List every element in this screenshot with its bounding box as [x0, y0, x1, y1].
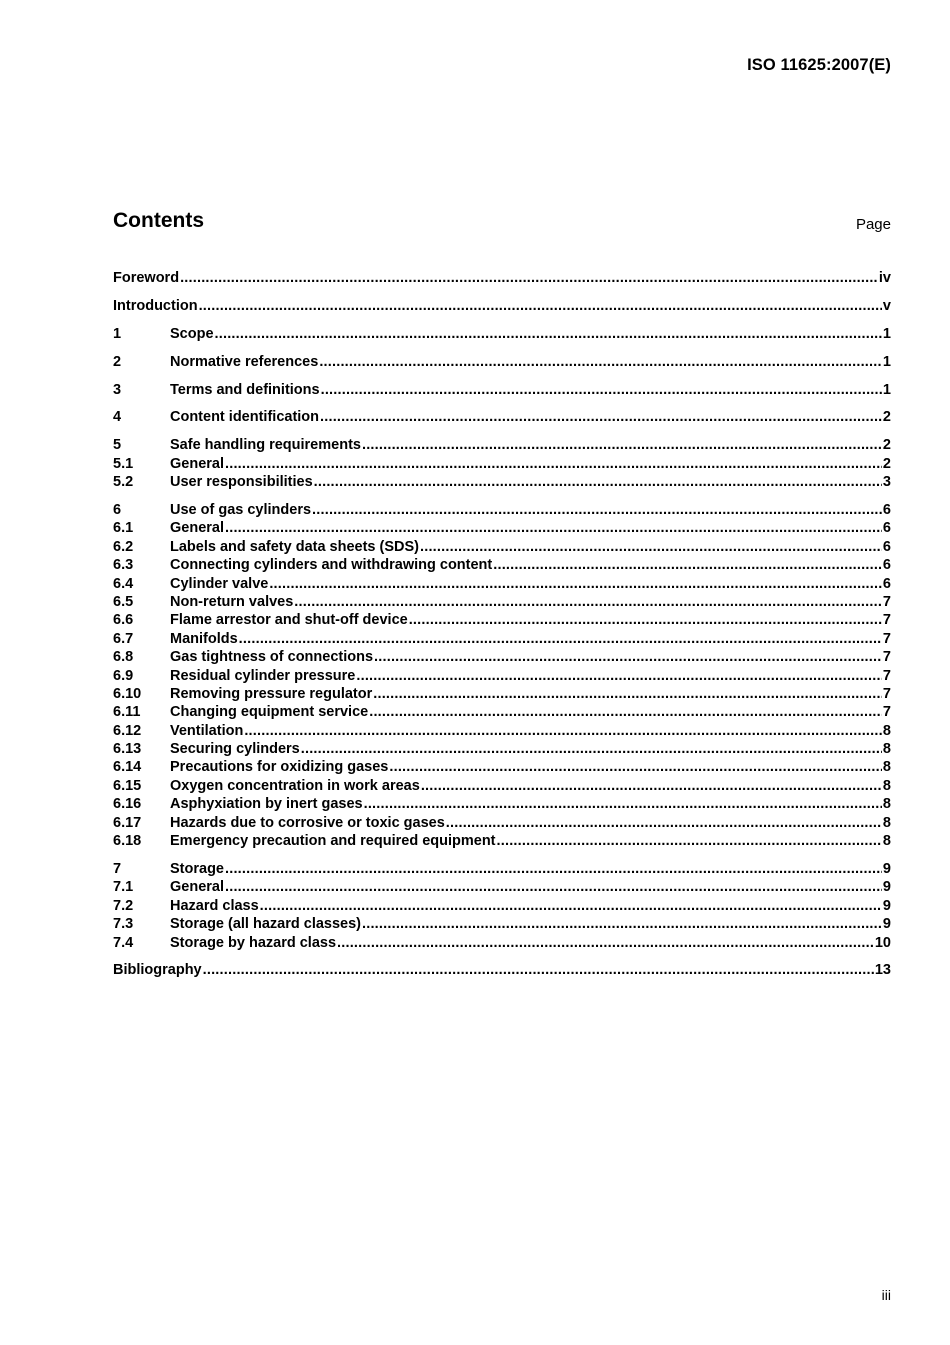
toc-leader-dots [356, 667, 882, 685]
toc-leader-dots [362, 915, 882, 933]
toc-entry-number: 6.10 [113, 685, 142, 702]
toc-entry[interactable] [113, 897, 891, 915]
toc-entry-title: Securing cylinders [170, 741, 300, 758]
toc-entry[interactable] [113, 630, 891, 648]
toc-entry-number: 6.17 [113, 814, 142, 831]
toc-leader-dots [225, 878, 882, 896]
toc-entry[interactable] [113, 758, 891, 776]
toc-entry-title: General [170, 520, 224, 537]
toc-entry[interactable] [113, 556, 891, 574]
toc-entry-page: 9 [882, 879, 891, 896]
toc-entry-number: 3 [113, 381, 122, 398]
toc-entry-page: 2 [882, 455, 891, 472]
toc-entry[interactable] [113, 297, 891, 315]
toc-leader-dots [409, 611, 882, 629]
toc-leader-dots [225, 519, 882, 537]
toc-entry-title: Residual cylinder pressure [170, 667, 356, 684]
toc-entry-title: Storage [170, 860, 224, 877]
toc-entry-number: 7.3 [113, 916, 134, 933]
toc-entry-title: Precautions for oxidizing gases [170, 759, 389, 776]
toc-entry-number: 6.9 [113, 667, 134, 684]
toc-entry-title: Oxygen concentration in work areas [170, 777, 420, 794]
toc-entry-number: 7.4 [113, 934, 134, 951]
toc-entry-number: 6.8 [113, 649, 134, 666]
toc-entry-number: 6.5 [113, 593, 134, 610]
toc-entry-page: 6 [882, 520, 891, 537]
toc-entry-page: 8 [882, 759, 891, 776]
toc-entry-page: 7 [882, 593, 891, 610]
toc-entry-number: 6.18 [113, 833, 142, 850]
contents-title: Contents [113, 209, 204, 232]
toc-entry-title: Connecting cylinders and withdrawing content [170, 557, 493, 574]
toc-entry-page: 8 [882, 796, 891, 813]
toc-entry-title: Asphyxiation by inert gases [170, 796, 363, 813]
toc-entry-number: 7 [113, 860, 122, 877]
toc-leader-dots [312, 501, 882, 519]
toc-entry[interactable] [113, 795, 891, 813]
toc-entry-title: Non-return valves [170, 593, 294, 610]
toc-entry[interactable] [113, 455, 891, 473]
toc-entry-title: User responsibilities [170, 474, 313, 491]
toc-entry-page: 7 [882, 630, 891, 647]
toc-entry[interactable] [113, 915, 891, 933]
toc-entry-page: 2 [882, 409, 891, 426]
toc-entry-title: Cylinder valve [170, 575, 269, 592]
page-number: iii [881, 1287, 891, 1303]
toc-entry-page: 8 [882, 741, 891, 758]
toc-leader-dots [373, 685, 882, 703]
toc-entry-title: General [170, 455, 224, 472]
toc-entry-number: 5 [113, 437, 122, 454]
toc-entry-title: Emergency precaution and required equipment [170, 833, 496, 850]
toc-leader-dots [497, 832, 882, 850]
toc-entry[interactable] [113, 777, 891, 795]
toc-leader-dots [369, 703, 882, 721]
toc-entry-page: 10 [874, 934, 891, 951]
toc-entry-title: Safe handling requirements [170, 437, 361, 454]
toc-entry-title: Gas tightness of connections [170, 649, 374, 666]
toc-entry[interactable] [113, 575, 891, 593]
toc-entry-number: 6.3 [113, 557, 134, 574]
toc-entry-number: 5.2 [113, 474, 134, 491]
toc-leader-dots [199, 297, 882, 315]
toc-entry-page: 1 [882, 353, 891, 370]
toc-leader-dots [180, 269, 878, 287]
toc-entry-page: 7 [882, 704, 891, 721]
toc-leader-dots [420, 538, 882, 556]
toc-entry-page: 7 [882, 612, 891, 629]
toc-entry[interactable] [113, 269, 891, 287]
toc-entry-page: 8 [882, 814, 891, 831]
toc-leader-dots [215, 325, 882, 343]
toc-entry-page: 1 [882, 325, 891, 342]
toc-entry-page: 6 [882, 575, 891, 592]
toc-entry-title: Storage by hazard class [170, 934, 337, 951]
toc-entry-page: 9 [882, 860, 891, 877]
toc-entry-number: 5.1 [113, 455, 134, 472]
toc-leader-dots [362, 436, 882, 454]
toc-entry-title: Bibliography [113, 962, 202, 979]
toc-entry-number: 6.4 [113, 575, 134, 592]
toc-entry-page: 7 [882, 685, 891, 702]
toc-leader-dots [374, 648, 882, 666]
toc-leader-dots [337, 934, 874, 952]
toc-entry[interactable] [113, 381, 891, 399]
toc-entry-number: 6.12 [113, 722, 142, 739]
toc-entry[interactable] [113, 934, 891, 952]
toc-leader-dots [493, 556, 882, 574]
toc-entry-page: 6 [882, 538, 891, 555]
toc-leader-dots [225, 455, 882, 473]
toc-leader-dots [239, 630, 882, 648]
toc-entry-title: Hazards due to corrosive or toxic gases [170, 814, 445, 831]
toc-entry-title: Hazard class [170, 897, 259, 914]
toc-entry-page: 2 [882, 437, 891, 454]
toc-entry-page: 8 [882, 722, 891, 739]
toc-entry[interactable] [113, 408, 891, 426]
toc-entry-title: Labels and safety data sheets (SDS) [170, 538, 419, 555]
toc-entry-title: Normative references [170, 353, 319, 370]
toc-entry[interactable] [113, 436, 891, 454]
toc-entry[interactable] [113, 473, 891, 491]
toc-entry[interactable] [113, 648, 891, 666]
toc-entry[interactable] [113, 538, 891, 556]
toc-entry-page: 9 [882, 897, 891, 914]
toc-leader-dots [421, 777, 882, 795]
toc-entry[interactable] [113, 325, 891, 343]
toc-leader-dots [389, 758, 882, 776]
toc-leader-dots [269, 575, 882, 593]
toc-leader-dots [446, 814, 882, 832]
toc-entry-number: 6.11 [113, 704, 141, 721]
toc-leader-dots [364, 795, 882, 813]
toc-entry-number: 1 [113, 325, 122, 342]
toc-entry[interactable] [113, 685, 891, 703]
toc-entry-title: Use of gas cylinders [170, 502, 312, 519]
toc-leader-dots [244, 722, 882, 740]
toc-entry-title: Terms and definitions [170, 381, 320, 398]
toc-leader-dots [314, 473, 882, 491]
toc-entry[interactable] [113, 878, 891, 896]
toc-entry-page: 7 [882, 667, 891, 684]
toc-entry-page: 8 [882, 833, 891, 850]
page-column-label: Page [855, 216, 891, 233]
toc-entry[interactable] [113, 703, 891, 721]
toc-entry-page: 3 [882, 474, 891, 491]
toc-entry-number: 6.2 [113, 538, 134, 555]
toc-entry-number: 6.7 [113, 630, 134, 647]
toc-entry-number: 2 [113, 353, 122, 370]
toc-entry-number: 6.6 [113, 612, 134, 629]
toc-entry[interactable] [113, 353, 891, 371]
toc-leader-dots [225, 860, 882, 878]
toc-entry[interactable] [113, 832, 891, 850]
toc-entry-page: 13 [874, 962, 891, 979]
toc-entry-number: 7.1 [113, 879, 134, 896]
toc-entry[interactable] [113, 501, 891, 519]
document-id: ISO 11625:2007(E) [747, 56, 891, 74]
toc-entry-page: iv [878, 270, 891, 286]
toc-entry-number: 6.15 [113, 777, 142, 794]
toc-entry-title: Manifolds [170, 630, 238, 647]
toc-entry[interactable] [113, 593, 891, 611]
toc-entry[interactable] [113, 722, 891, 740]
toc-entry-page: 8 [882, 777, 891, 794]
toc-entry-page: 1 [882, 381, 891, 398]
toc-entry-page: 7 [882, 649, 891, 666]
table-of-contents [113, 269, 891, 980]
toc-entry-number: 6 [113, 502, 122, 519]
toc-entry-title: Storage (all hazard classes) [170, 916, 361, 933]
toc-leader-dots [294, 593, 882, 611]
toc-leader-dots [203, 961, 874, 979]
toc-entry-number: 6.16 [113, 796, 142, 813]
toc-entry-title: Content identification [170, 409, 320, 426]
toc-entry-page: 6 [882, 502, 891, 519]
toc-entry[interactable] [113, 814, 891, 832]
toc-entry[interactable] [113, 519, 891, 537]
toc-entry-title: Scope [170, 325, 214, 342]
toc-entry-title: Changing equipment service [170, 704, 369, 721]
toc-entry-title: General [170, 879, 224, 896]
toc-entry-number: 4 [113, 409, 122, 426]
toc-entry-number: 6.14 [113, 759, 142, 776]
toc-entry-title: Ventilation [170, 722, 244, 739]
toc-entry-page: v [882, 297, 891, 314]
toc-leader-dots [320, 408, 882, 426]
toc-entry[interactable] [113, 740, 891, 758]
toc-entry-number: 7.2 [113, 897, 134, 914]
toc-entry-title: Introduction [113, 297, 198, 314]
toc-entry[interactable] [113, 961, 891, 979]
toc-leader-dots [321, 381, 882, 399]
toc-entry[interactable] [113, 667, 891, 685]
toc-entry-title: Flame arrestor and shut-off device [170, 612, 408, 629]
toc-entry-page: 9 [882, 916, 891, 933]
toc-leader-dots [319, 353, 882, 371]
toc-entry[interactable] [113, 860, 891, 878]
toc-leader-dots [260, 897, 882, 915]
toc-entry-title: Foreword [113, 270, 180, 286]
toc-entry-number: 6.1 [113, 520, 134, 537]
toc-leader-dots [301, 740, 882, 758]
toc-entry[interactable] [113, 611, 891, 629]
toc-entry-page: 6 [882, 557, 891, 574]
toc-entry-title: Removing pressure regulator [170, 685, 373, 702]
toc-entry-number: 6.13 [113, 741, 142, 758]
